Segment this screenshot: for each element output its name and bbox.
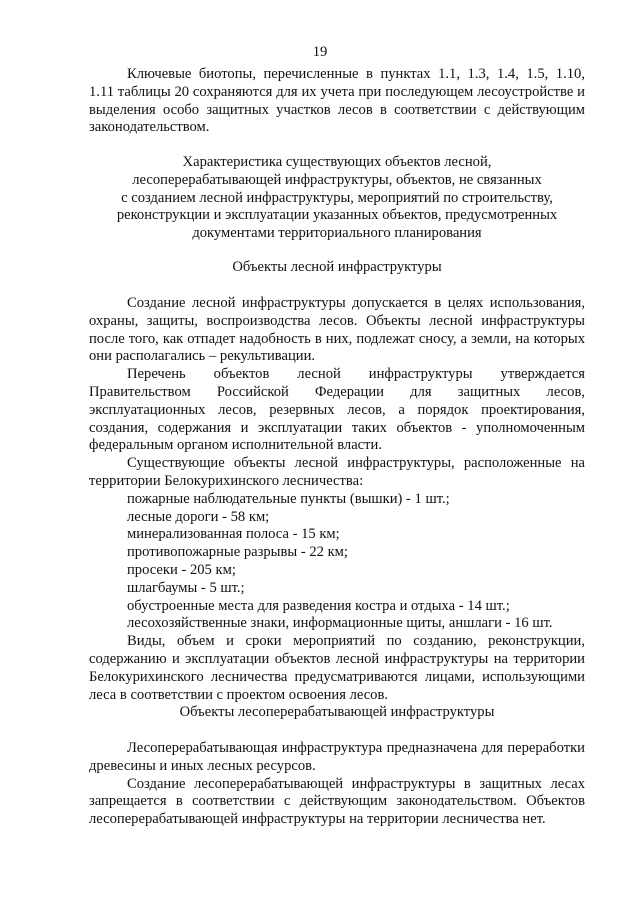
infrastructure-list	[89, 491, 585, 633]
list-item: противопожарные разрывы - 22 км;	[127, 544, 348, 561]
section-title-forest-infrastructure: Объекты лесной инфраструктуры	[232, 259, 442, 275]
main-heading	[89, 154, 585, 243]
paragraph: Виды, объем и сроки мероприятий по созданию, реконструкции, содержанию и эксплуатации объектов лесной инфраструктуры на территории Белокурихинского лесничества предусматриваются лицами, использующими леса в соответствии с проектом освоения лесов.	[89, 633, 585, 703]
section-forest-infrastructure	[89, 295, 585, 704]
section-processing-infrastructure	[89, 740, 585, 829]
paragraph: Создание лесной инфраструктуры допускается в целях использования, охраны, защиты, воспроизводства лесов. Объекты лесной инфраструктуры после того, как отпадет надобность в них, подлежат сносу, а земли, на которых они располагались – рекультивации.	[89, 295, 585, 365]
page-number: 19	[312, 44, 328, 60]
main-heading-line: реконструкции и эксплуатации указанных объектов, предусмотренных	[116, 207, 558, 224]
list-item: лесохозяйственные знаки, информационные щиты, аншлаги - 16 шт.	[127, 615, 553, 632]
main-heading-line: с созданием лесной инфраструктуры, мероприятий по строительству,	[121, 189, 553, 206]
main-heading-line: Характеристика существующих объектов лесной,	[182, 154, 492, 170]
list-item: обустроенные места для разведения костра и отдыха - 14 шт.;	[127, 597, 510, 614]
paragraph: Создание лесоперерабатывающей инфраструктуры в защитных лесах запрещается в соответствии с действующим законодательством. Объектов лесоперерабатывающей инфраструктуры на территории лесничества нет.	[89, 775, 585, 828]
paragraph: Существующие объекты лесной инфраструктуры, расположенные на территории Белокурихинского лесничества:	[89, 455, 585, 489]
list-item: шлагбаумы - 5 шт.;	[127, 579, 245, 596]
list-item: просеки - 205 км;	[127, 561, 236, 578]
paragraph: Лесоперерабатывающая инфраструктура предназначена для переработки древесины и иных лесных ресурсов.	[89, 740, 585, 774]
list-item: пожарные наблюдательные пункты (вышки) - 1 шт.;	[127, 490, 450, 507]
intro-paragraph	[89, 66, 585, 137]
list-item: лесные дороги - 58 км;	[127, 508, 270, 525]
main-heading-line: лесоперерабатывающей инфраструктуры, объектов, не связанных	[132, 171, 542, 188]
section-title-processing-infrastructure: Объекты лесоперерабатывающей инфраструктуры	[179, 704, 495, 720]
intro-first-line: Ключевые биотопы, перечисленные в пунктах 1.1, 1.3, 1.4, 1.5, 1.10,	[127, 66, 585, 82]
list-item: минерализованная полоса - 15 км;	[127, 526, 340, 543]
main-heading-line: документами территориального планирования	[192, 225, 482, 242]
paragraph: Перечень объектов лесной инфраструктуры утверждается Правительством Российской Федерации для защитных лесов, эксплуатационных лесов, резервных лесов, а порядок проектирования, создания, содержания и эксплуатации таких объектов - уполномоченным федеральным органом исполнительной власти.	[89, 366, 585, 454]
intro-rest: 1.11 таблицы 20 сохраняются для их учета при последующем лесоустройстве и выделения особо защитных участков лесов в соответствии с действующим законодательством.	[89, 83, 585, 136]
